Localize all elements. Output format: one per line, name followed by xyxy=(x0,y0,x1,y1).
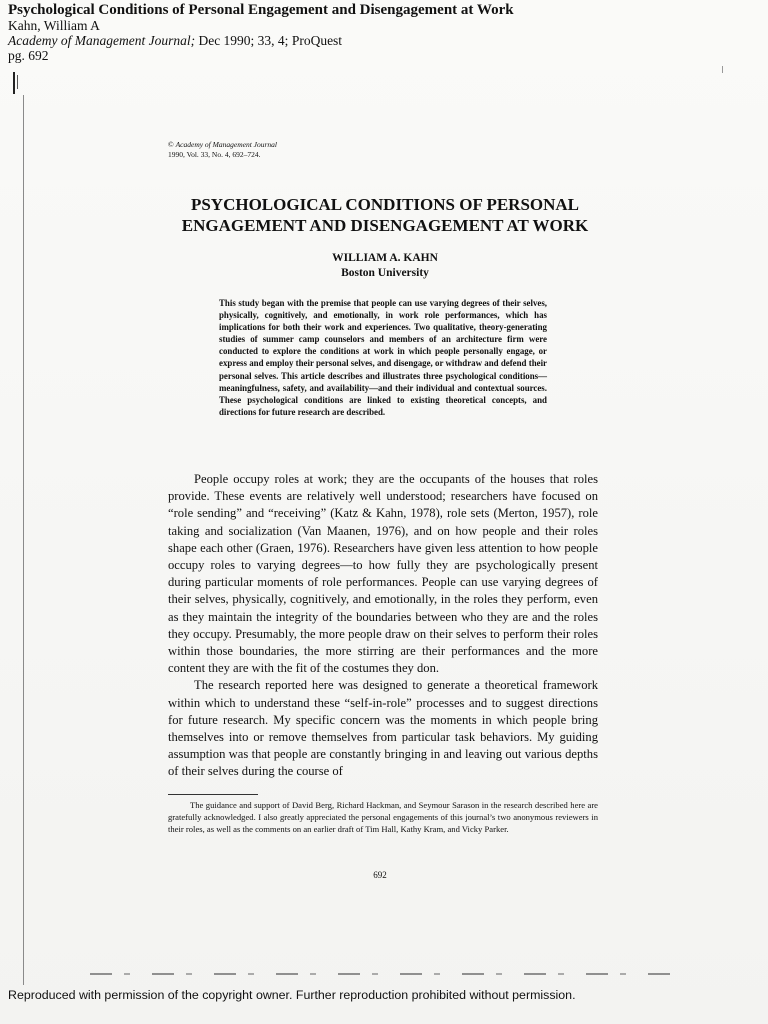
body-paragraph: The research reported here was designed to generate a theoretical framework within which to understand these “self-in-role” processes and to suggest directions for future research. My specific concern was the moments in which people bring themselves into or remove themselves from particular task behaviors. My guiding assumption was that people are constantly bringing in and leaving out various depths of their selves during the course of xyxy=(168,678,598,779)
copyright-line xyxy=(168,140,277,150)
header-citation-details: Dec 1990; 33, 4; ProQuest xyxy=(195,33,343,48)
author-name: WILLIAM A. KAHN xyxy=(332,252,438,264)
author-affiliation: Boston University xyxy=(341,267,429,279)
author-block xyxy=(240,251,530,281)
paper-title-line: PSYCHOLOGICAL CONDITIONS OF PERSONAL xyxy=(190,195,580,214)
body-paragraph: People occupy roles at work; they are the occupants of the houses that roles provide. These events are relatively well understood; researchers have focused on “role sending” and “receiving” (Katz & Kahn, 1978), role sets (Merton, 1957), role taking and socialization (Van Maanen, 1976), and on how people and their roles shape each other (Graen, 1976). Researchers have given less attention to how people occupy roles to varying degrees—to how fully they are psychologically present during particular moments of role performances. People can use varying degrees of their selves, physically, cognitively, and emotionally, in the roles they perform, even as they maintain the integrity of the boundaries between who they are and the roles they occupy. Presumably, the more people draw on their selves to perform their roles within those boundaries, the more stirring are their performances and the more content they are with the fit of the costumes they don. xyxy=(168,472,598,676)
header-title: Psychological Conditions of Personal Engagement and Disengagement at Work xyxy=(8,2,514,18)
header-author: Kahn, William A xyxy=(8,18,100,33)
footnote-divider xyxy=(168,794,258,795)
scan-artifact-line xyxy=(90,973,680,975)
footnote: The guidance and support of David Berg, Richard Hackman, and Seymour Sarason in the research described here are gratefully acknowledged. I also greatly appreciated the personal engagements of this journal’s two anonymous reviewers in their roles, as well as the comments on an earlier draft of Tim Hall, Kathy Kram, and Vicky Parker. xyxy=(168,800,598,834)
copyright-journal: Academy of Management Journal xyxy=(175,140,278,149)
page-number: 692 xyxy=(373,870,387,880)
header-citation xyxy=(8,33,748,48)
scan-artifact-mark xyxy=(17,75,18,89)
copyright-symbol: © xyxy=(168,140,174,149)
header-page: pg. 692 xyxy=(8,48,49,63)
journal-copyright xyxy=(168,140,277,160)
citation-header xyxy=(8,2,748,63)
reproduction-notice: Reproduced with permission of the copyright owner. Further reproduction prohibited without permission. xyxy=(8,988,576,1002)
paper-title-line: ENGAGEMENT AND DISENGAGEMENT AT WORK xyxy=(181,216,589,235)
scan-page-edge xyxy=(23,95,24,985)
scan-artifact-mark xyxy=(722,66,723,73)
paper-title xyxy=(120,194,650,236)
body-text xyxy=(168,471,598,781)
abstract: This study began with the premise that people can use varying degrees of their selves, physically, cognitively, and emotionally, in work role performances, which has implications for both their work and experiences. Two qualitative, theory-generating studies of summer camp counselors and members of an architecture firm were conducted to explore the conditions at work in which people personally engage, or express and employ their personal selves, and disengage, or withdraw and defend their personal selves. This article describes and illustrates three psychological conditions—meaningfulness, safety, and availability—and their individual and contextual sources. These psychological conditions are linked to existing theoretical concepts, and directions for future research are described. xyxy=(219,298,547,417)
volume-info: 1990, Vol. 33, No. 4, 692–724. xyxy=(168,150,261,159)
scan-artifact-mark xyxy=(13,72,15,94)
header-journal: Academy of Management Journal; xyxy=(8,33,196,48)
